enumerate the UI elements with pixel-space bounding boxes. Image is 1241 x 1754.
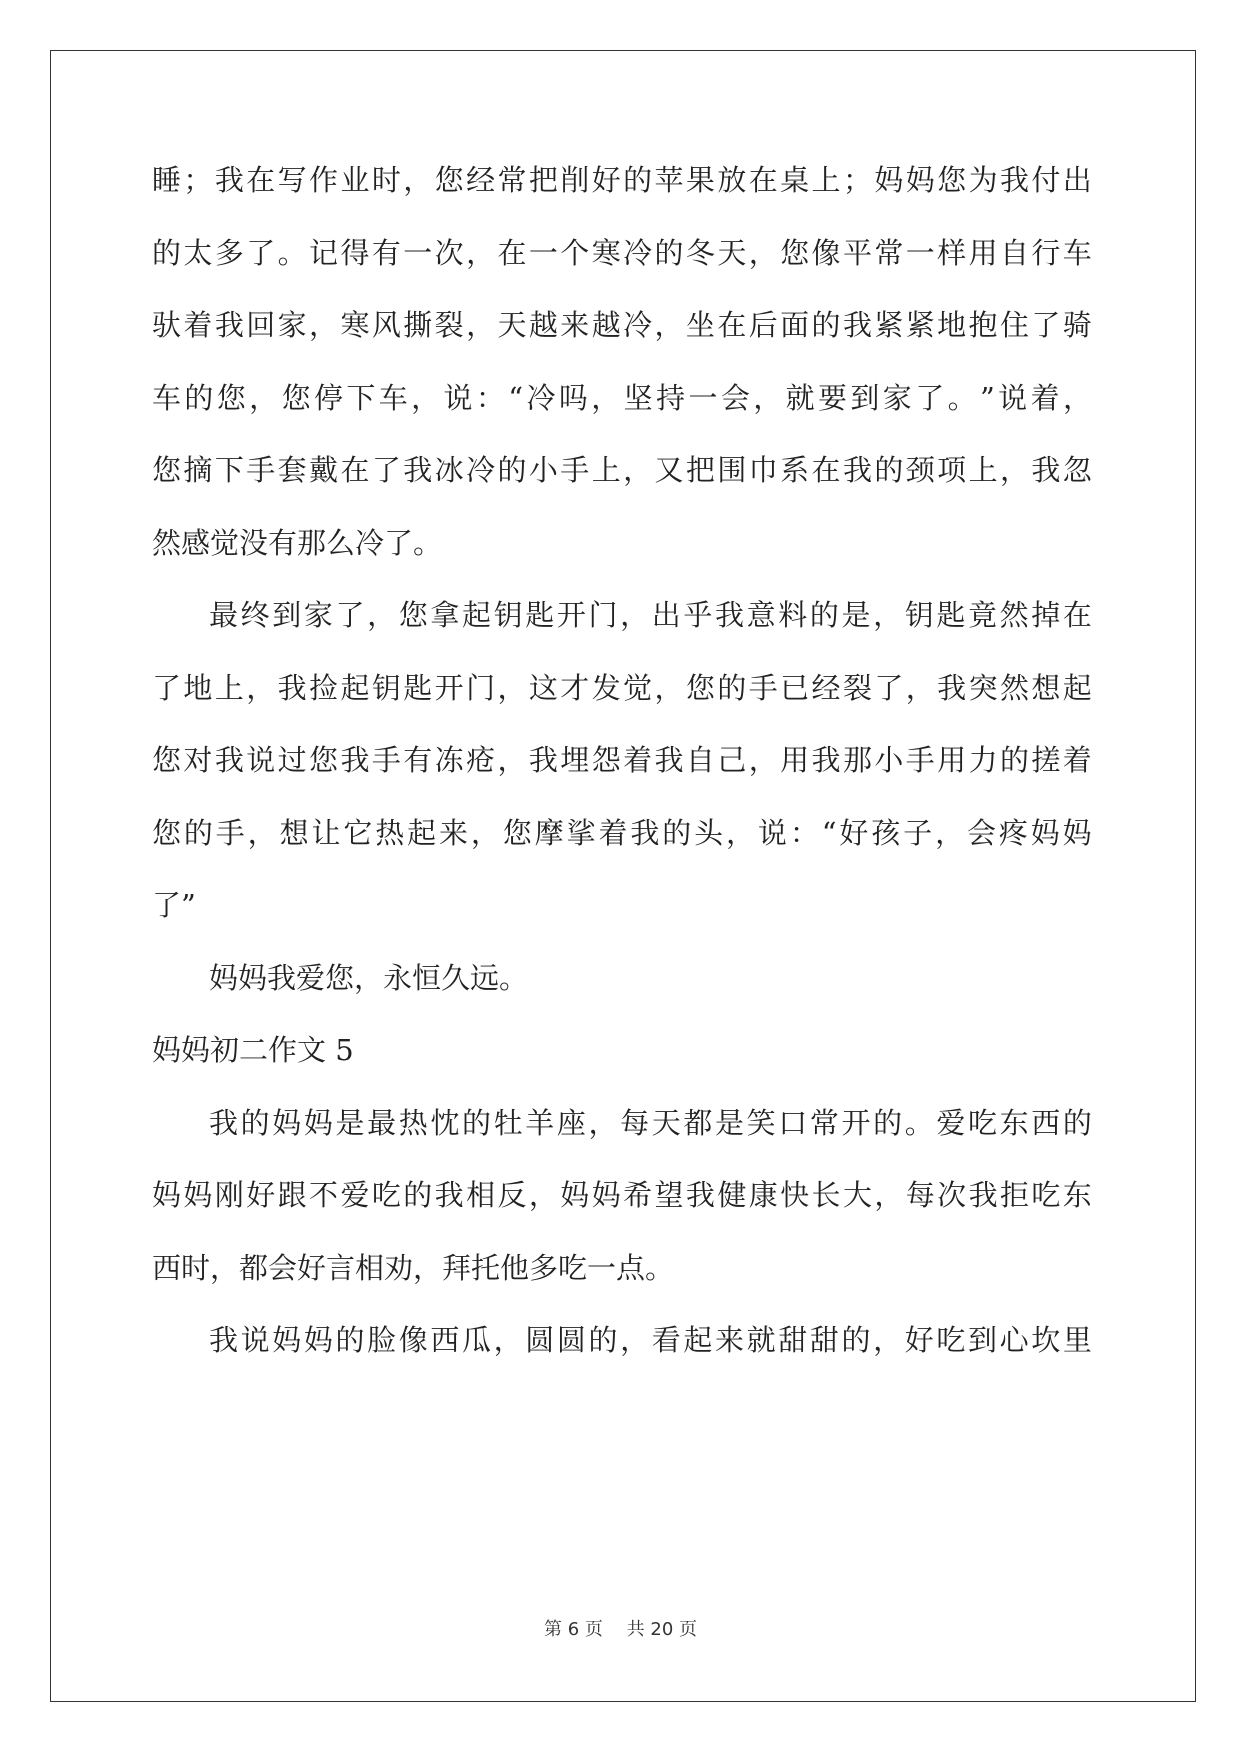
text-line: 然感觉没有那么冷了。 — [152, 525, 443, 560]
text-line: 您 的 手 ， 想 让 它 热 起 来 ， 您 摩 挲 着 我 的 头 ， 说 ： “ 好 孩 子 ， 会 疼 妈 妈 — [152, 815, 1092, 850]
page-total: 共 20 页 — [626, 1619, 697, 1640]
text-line: 您 摘 下 手 套 戴 在 了 我 冰 冷 的 小 手 上 ， 又 把 围 巾 系 在 我 的 颈 项 上 ， 我 忽 — [152, 453, 1092, 487]
text-line: 的 太 多 了 。 记 得 有 一 次 ， 在 一 个 寒 冷 的 冬 天 ， 您 像 平 常 一 样 用 自 行 车 — [152, 235, 1092, 270]
text-line: 妈妈我爱您，永恒久远。 — [209, 960, 529, 995]
text-line: 您 对 我 说 过 您 我 手 有 冻 疮 ， 我 埋 怨 着 我 自 己 ， 用 我 那 小 手 用 力 的 搓 着 — [152, 743, 1092, 777]
text-line: 西时，都会好言相劝，拜托他多吃一点。 — [152, 1250, 675, 1285]
text-line: 我 说 妈 妈 的 脸 像 西 瓜 ， 圆 圆 的 ， 看 起 来 就 甜 甜 的 ， 好 吃 到 心 坎 里 — [209, 1323, 1092, 1357]
text-line: 了” — [152, 888, 196, 922]
text-line: 驮 着 我 回 家 ， 寒 风 撕 裂 ， 天 越 来 越 冷 ， 坐 在 后 面 的 我 紧 紧 地 抱 住 了 骑 — [152, 308, 1092, 342]
text-line: 我 的 妈 妈 是 最 热 忱 的 牡 羊 座 ， 每 天 都 是 笑 口 常 开 的 。 爱 吃 东 西 的 — [209, 1105, 1092, 1140]
page-border — [50, 50, 1196, 1702]
text-line: 睡 ； 我 在 写 作 业 时 ， 您 经 常 把 削 好 的 苹 果 放 在 桌 上 ； 妈 妈 您 为 我 付 出 — [152, 163, 1092, 197]
page-number: 第 6 页 — [544, 1619, 603, 1640]
text-line: 车 的 您 ， 您 停 下 车 ， 说 ： “ 冷 吗 ， 坚 持 一 会 ， 就 要 到 家 了 。 ” 说 着 ， — [152, 380, 1092, 415]
page-footer — [0, 1615, 1241, 1641]
text-line: 妈妈初二作文 5 — [152, 1033, 354, 1067]
text-line: 最 终 到 家 了 ， 您 拿 起 钥 匙 开 门 ， 出 乎 我 意 料 的 是 ， 钥 匙 竟 然 掉 在 — [209, 598, 1092, 632]
text-line: 妈 妈 刚 好 跟 不 爱 吃 的 我 相 反 ， 妈 妈 希 望 我 健 康 快 长 大 ， 每 次 我 拒 吃 东 — [152, 1178, 1092, 1212]
text-line: 了 地 上 ， 我 捡 起 钥 匙 开 门 ， 这 才 发 觉 ， 您 的 手 已 经 裂 了 ， 我 突 然 想 起 — [152, 670, 1092, 705]
